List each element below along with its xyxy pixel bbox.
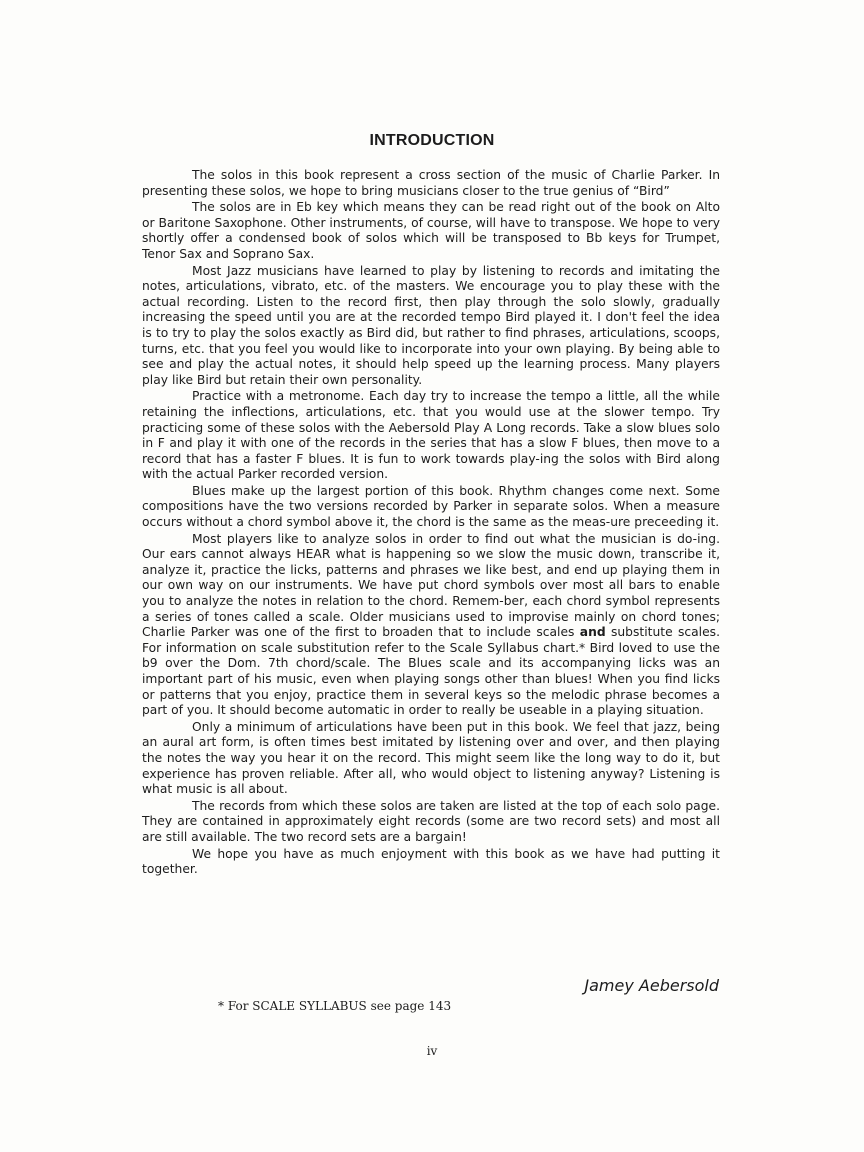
paragraph-7: Only a minimum of articulations have been put in this book. We feel that jazz, being an aural art form, is often times best imitated by listening over and over, and then playing the notes the way you hear it on the record. This might seem like the long way to do it, but experience has proven reliable. After all, who would object to listening anyway? Listening is what music is all about. [142,719,720,797]
paragraph-9: We hope you have as much enjoyment with this book as we have had putting it together. [142,846,720,877]
paragraph-3: Most Jazz musicians have learned to play by listening to records and imitating the notes, articulations, vibrato, etc. of the masters. We encourage you to play these with the actual recording. Listen to the record first, then play through the solo slowly, gradually increasing the speed until you are at the recorded tempo Bird played it. I don't feel the idea is to try to play the solos exactly as Bird did, but rather to find phrases, articulations, scoops, turns, etc. that you feel you would like to incorporate into your own playing. By being able to see and play the actual notes, it should help speed up the learning process. Many players play like Bird but retain their own personality. [142,263,720,387]
paragraph-6-text-before: Most players like to analyze solos in order to find out what the musician is do-ing. Our ears cannot always HEAR what is happening so we slow the music down, transcribe it, analyze it, practice the licks, patterns and phrases we like best, and end up playing them in our own way on our instruments. We have put chord symbols over most all bars to enable you to analyze the notes in relation to the chord. Remem-ber, each chord symbol represents a series of tones called a scale. Older musicians used to improvise mainly on chord tones; Charlie Parker was one of the first to broaden that to include scales [142,531,720,640]
page-title: INTRODUCTION [369,132,495,149]
intro-body [142,168,720,878]
author-signature: Jamey Aebersold [584,976,719,995]
paragraph-1: The solos in this book represent a cross section of the music of Charlie Parker. In presenting these solos, we hope to bring musicians closer to the true genius of “Bird” [142,168,720,198]
paragraph-4: Practice with a metronome. Each day try to increase the tempo a little, all the while retaining the inflections, articulations, etc. that you would use at the slower tempo. Try practicing some of these solos with the Aebersold Play A Long records. Take a slow blues solo in F and play it with one of the records in the series that has a slow F blues, then move to a record that has a faster F blues. It is fun to work towards play-ing the solos with Bird along with the actual Parker recorded version. [142,389,720,482]
paragraph-2: The solos are in Eb key which means they can be read right out of the book on Alto or Baritone Saxophone. Other instruments, of course, will have to transpose. We hope to very shortly offer a condensed book of solos which will be transposed to Bb keys for Trumpet, Tenor Sax and Soprano Sax. [142,200,721,261]
paragraph-6 [142,532,720,719]
paragraph-5: Blues make up the largest portion of this book. Rhythm changes come next. Some compositions have the two versions recorded by Parker in separate solos. When a measure occurs without a chord symbol above it, the chord is the same as the meas-ure preceeding it. [142,483,720,530]
page-number: iv [426,1044,438,1058]
footnote: * For SCALE SYLLABUS see page 143 [218,999,452,1013]
paragraph-6-bold-word: and [579,625,606,640]
paragraph-8: The records from which these solos are taken are listed at the top of each solo page. They are contained in approximately eight records (some are two record sets) and most all are still available. The two record sets are a bargain! [142,798,720,844]
paragraph-6-text-after: substitute scales. For information on scale substitution refer to the Scale Syllabus chart.* Bird loved to use the b9 over the Dom. 7th chord/scale. The Blues scale and its accompanying licks was an important part of his music, even when playing songs other than blues! When you find licks or patterns that you enjoy, practice them in several keys so the melodic phrase becomes a part of you. It should become automatic in order to really be useable in a playing situation. [142,625,720,718]
